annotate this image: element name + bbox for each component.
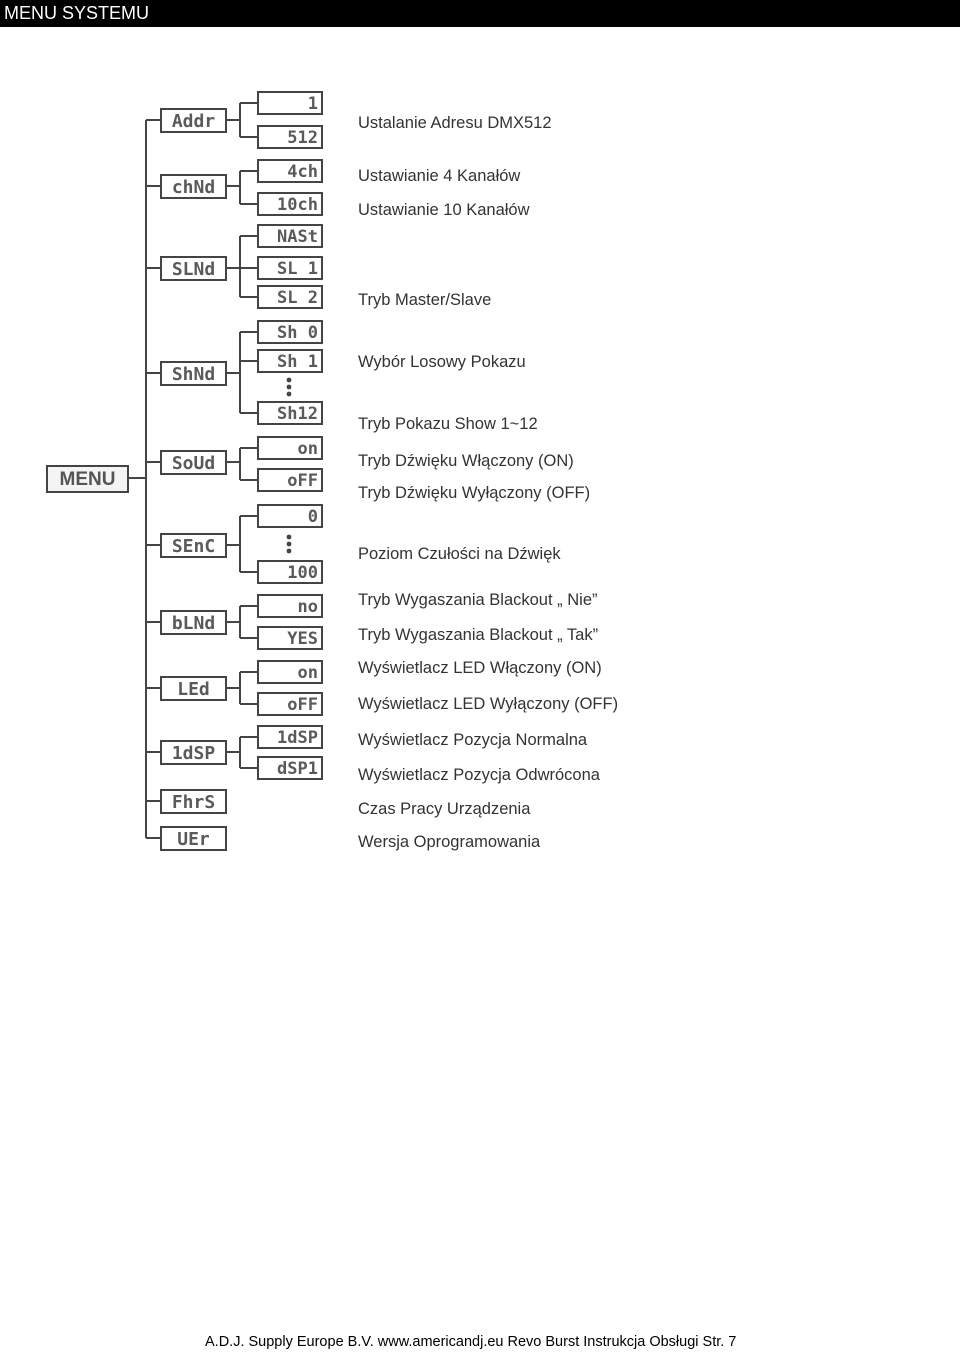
description-display-normal: Wyświetlacz Pozycja Normalna [358,731,588,749]
option-code: SL 2 [277,288,318,308]
option-code: YES [287,629,318,649]
option-code: oFF [287,695,318,715]
menu-item-code: LEd [177,679,210,700]
option-code: 100 [287,563,318,583]
menu-item-code: SLNd [171,259,216,280]
menu-item-led [161,677,226,700]
option-blnd-no [258,595,322,617]
option-code: SL 1 [277,259,318,279]
description-sound-off: Tryb Dźwięku Wyłączony (OFF) [358,484,591,502]
option-code: Sh 1 [277,352,318,372]
option-code: 10ch [277,195,318,215]
description-sound-on: Tryb Dźwięku Włączony (ON) [358,452,574,470]
menu-item-code: SoUd [171,453,216,474]
description-display-inverted: Wyświetlacz Pozycja Odwrócona [358,766,600,784]
description-fixture-hours: Czas Pracy Urządzenia [358,800,531,818]
option-code: on [297,663,318,683]
option-code: Sh12 [277,404,318,424]
option-code: dSP1 [277,759,318,779]
option-code: 512 [287,128,318,148]
option-led-on [258,661,322,683]
menu-root-box [47,466,128,492]
menu-item-code: chNd [171,177,216,198]
option-senc-100 [258,561,322,583]
option-addr-1 [258,92,322,114]
menu-item-fhrs [161,790,226,813]
description-4-channels: Ustawianie 4 Kanałów [358,167,521,185]
option-shnd-sh1 [258,350,322,372]
menu-item-senc [161,534,226,557]
page-title: MENU SYSTEMU [4,3,150,23]
menu-item-chnd [161,175,226,198]
option-1dsp-normal [258,726,322,748]
option-slnd-sl2 [258,286,322,308]
option-chnd-10ch [258,193,322,215]
page-footer: A.D.J. Supply Europe B.V. www.americandj.eu Revo Burst Instrukcja Obsługi Str. 7 [205,1334,737,1350]
option-code: no [297,597,318,617]
description-led-on: Wyświetlacz LED Włączony (ON) [358,659,602,677]
option-shnd-sh12 [258,402,322,424]
description-blackout-yes: Tryb Wygaszania Blackout „ Tak” [358,626,599,644]
description-master-slave: Tryb Master/Slave [358,291,492,309]
option-code: 1dSP [277,728,318,748]
description-firmware-version: Wersja Oprogramowania [358,833,541,851]
option-code: 4ch [287,162,318,182]
menu-item-code: 1dSP [171,743,216,764]
option-soud-off [258,469,322,491]
menu-root-label: MENU [59,469,116,490]
menu-item-code: SEnC [171,536,216,557]
menu-item-code: UEr [177,829,210,850]
menu-item-1dsp [161,741,226,764]
option-code: Sh 0 [277,323,318,343]
option-senc-0 [258,505,322,527]
vertical-ellipsis-icon [287,378,292,397]
menu-item-shnd [161,362,226,385]
description-show-mode: Tryb Pokazu Show 1~12 [358,415,538,433]
option-addr-512 [258,126,322,148]
menu-item-code: FhrS [171,792,216,813]
menu-item-addr [161,109,226,132]
menu-item-uer [161,827,226,850]
menu-item-soud [161,451,226,474]
description-dmx-address: Ustalanie Adresu DMX512 [358,114,552,132]
option-code: 1 [307,94,318,114]
description-sound-sensitivity: Poziom Czułości na Dźwięk [358,545,561,563]
description-led-off: Wyświetlacz LED Wyłączony (OFF) [358,695,619,713]
menu-item-blnd [161,611,226,634]
option-1dsp-inverted [258,757,322,779]
description-blackout-no: Tryb Wygaszania Blackout „ Nie” [358,591,598,609]
option-blnd-yes [258,627,322,649]
menu-item-code: ShNd [171,364,216,385]
description-10-channels: Ustawianie 10 Kanałów [358,201,530,219]
menu-item-code: Addr [171,111,216,132]
menu-item-code: bLNd [171,613,216,634]
option-code: NASt [277,227,318,247]
menu-item-slnd [161,257,226,280]
option-shnd-sh0 [258,321,322,343]
option-slnd-sl1 [258,257,322,279]
option-code: on [297,439,318,459]
option-code: 0 [307,507,318,527]
option-code: oFF [287,471,318,491]
option-slnd-nast [258,225,322,247]
option-chnd-4ch [258,160,322,182]
option-soud-on [258,437,322,459]
vertical-ellipsis-icon [287,535,292,554]
description-random-show: Wybór Losowy Pokazu [358,353,526,371]
option-led-off [258,693,322,715]
